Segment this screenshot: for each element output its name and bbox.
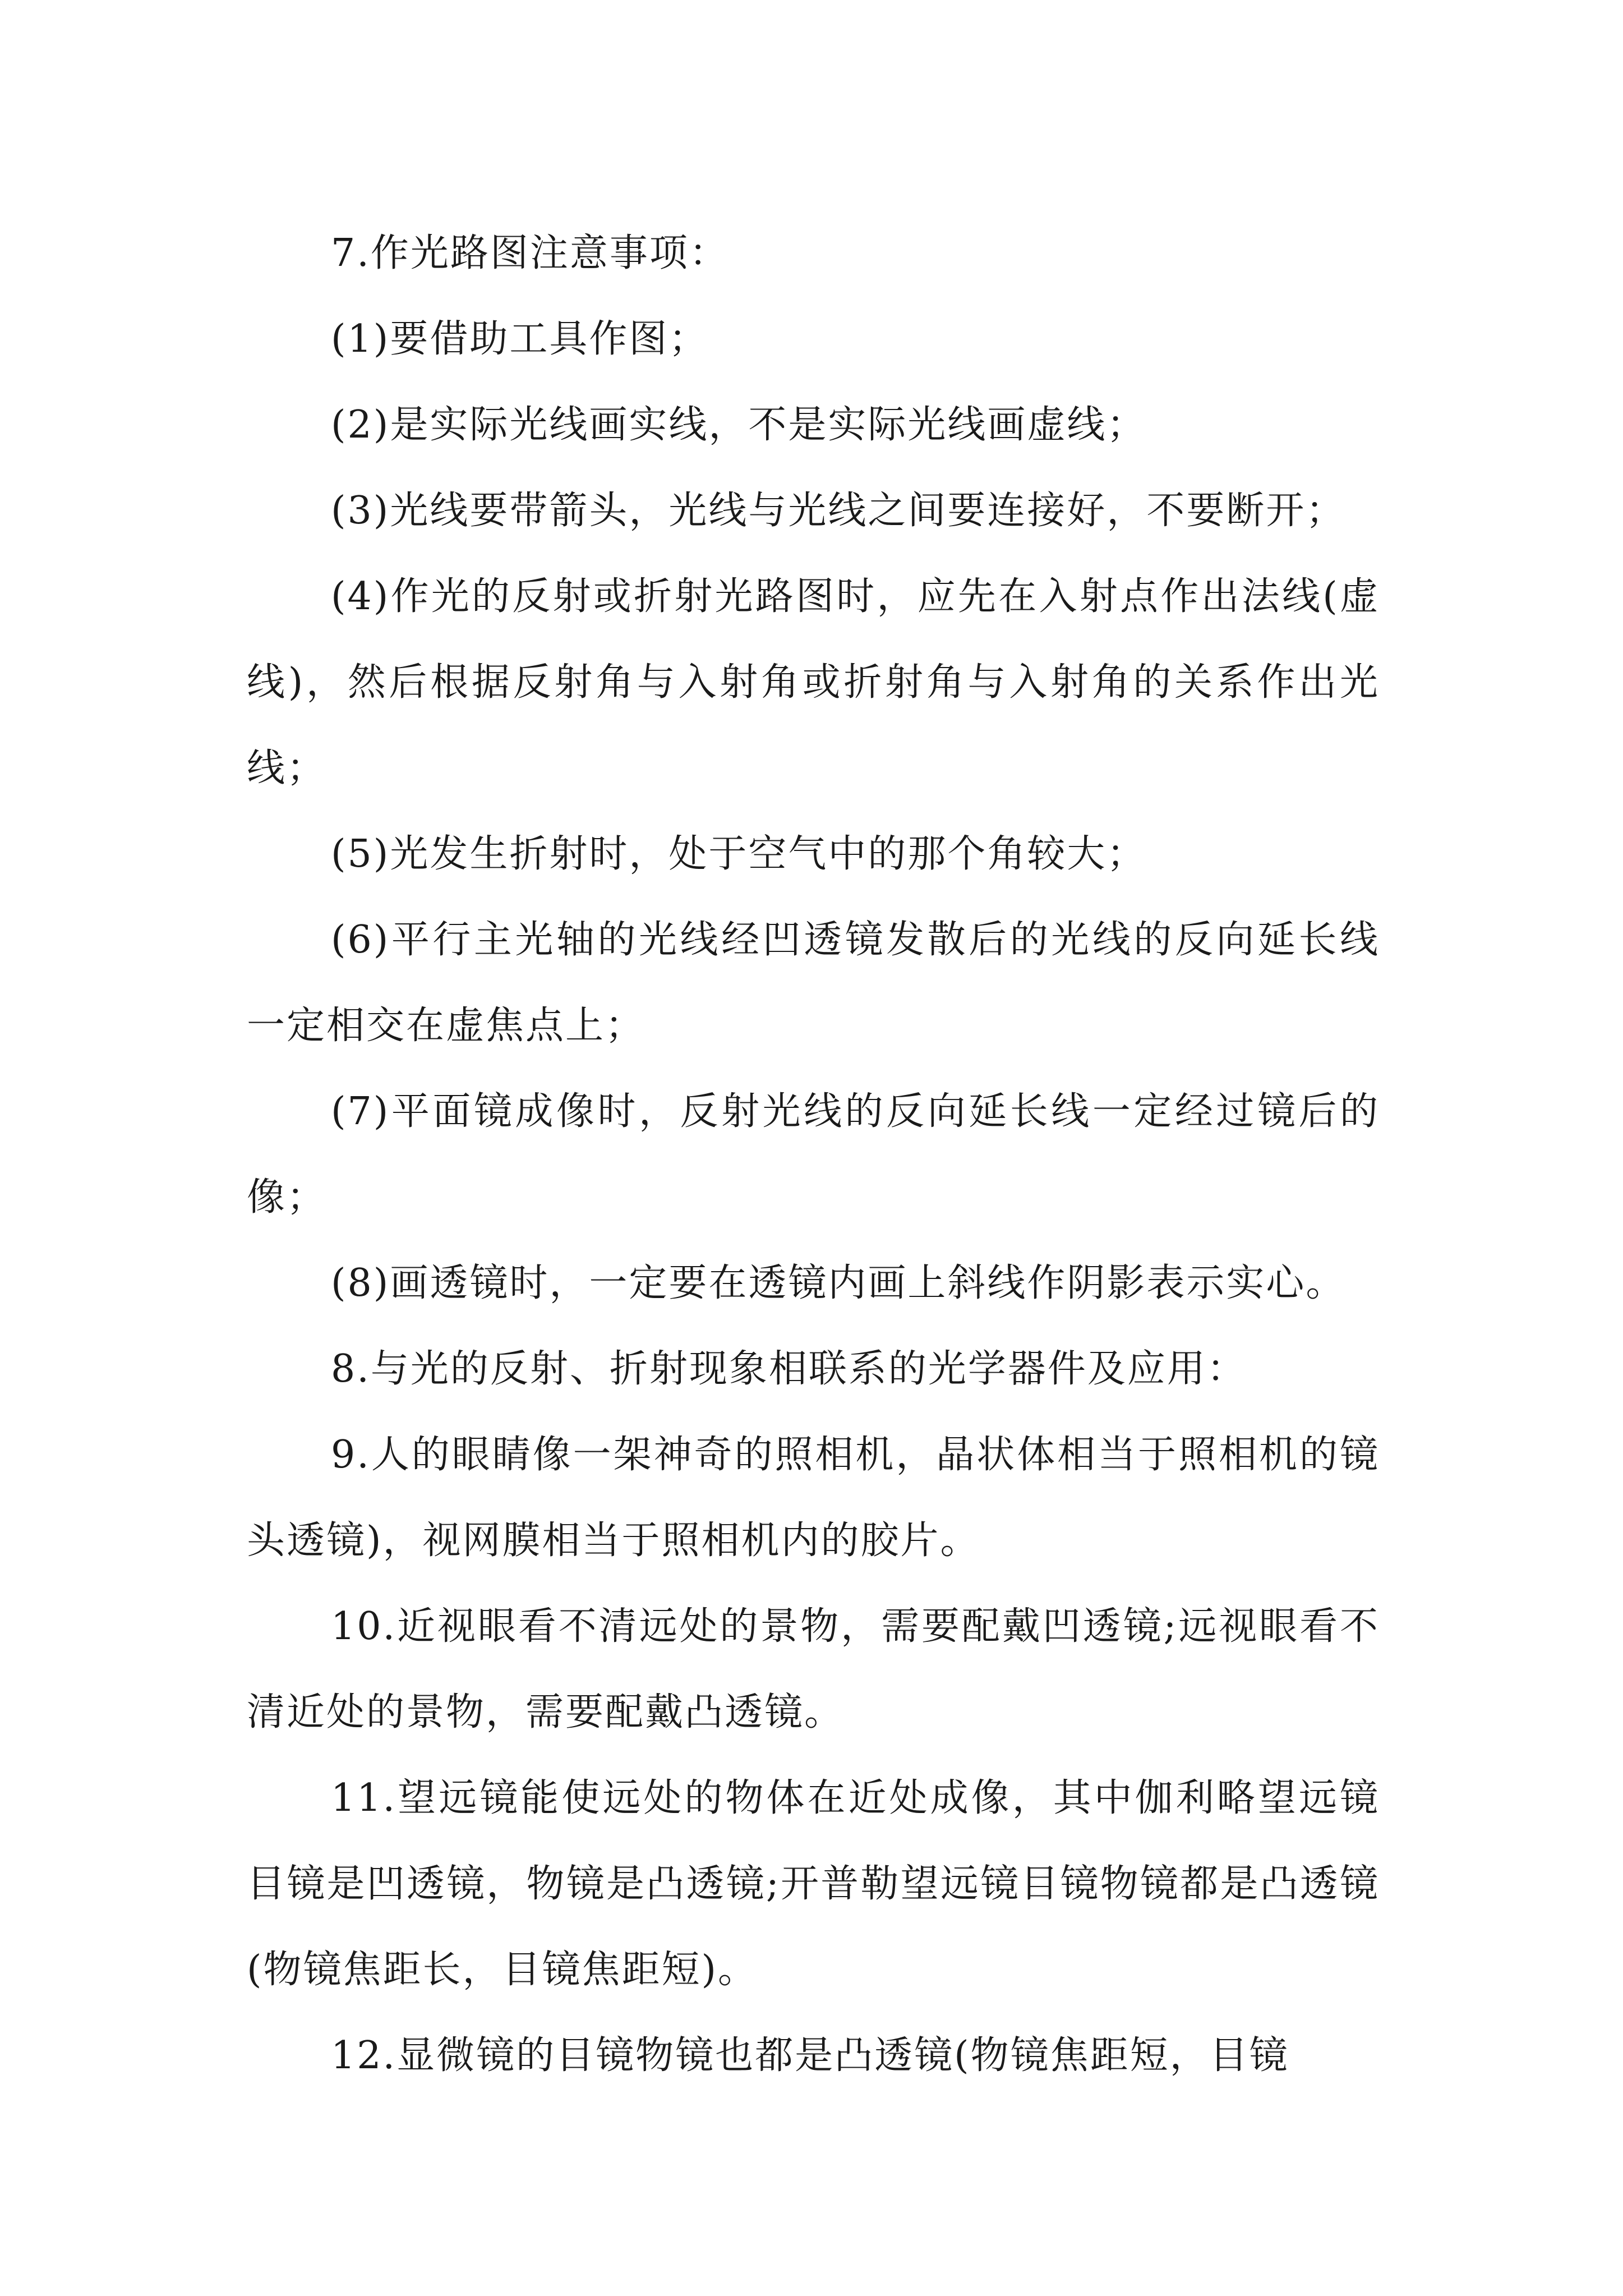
paragraph-subitem-6: (6)平行主光轴的光线经凹透镜发散后的光线的反向延长线一定相交在虚焦点上； [247, 918, 1380, 1048]
paragraph-subitem-1: (1)要借助工具作图； [331, 317, 709, 361]
paragraph-subitem-7: (7)平面镜成像时，反射光线的反向延长线一定经过镜后的像； [247, 1089, 1380, 1220]
document-body [247, 210, 1380, 2099]
paragraph-item-7: 7.作光路图注意事项： [331, 231, 729, 275]
paragraph-item-10: 10.近视眼看不清远处的景物，需要配戴凹透镜;远视眼看不清近处的景物，需要配戴凸透镜。 [247, 1604, 1380, 1734]
paragraph-subitem-3: (3)光线要带箭头，光线与光线之间要连接好，不要断开； [331, 489, 1346, 533]
paragraph-subitem-2: (2)是实际光线画实线，不是实际光线画虚线； [331, 403, 1147, 447]
paragraph-subitem-8: (8)画透镜时，一定要在透镜内画上斜线作阴影表示实心。 [331, 1261, 1346, 1305]
paragraph-item-11: 11.望远镜能使远处的物体在近处成像，其中伽利略望远镜目镜是凹透镜，物镜是凸透镜;开普勒望远镜目镜物镜都是凸透镜(物镜焦距长，目镜焦距短)。 [247, 1776, 1380, 1992]
paragraph-item-9: 9.人的眼睛像一架神奇的照相机，晶状体相当于照相机的镜头透镜)，视网膜相当于照相机内的胶片。 [247, 1433, 1380, 1563]
paragraph-subitem-5: (5)光发生折射时，处于空气中的那个角较大； [331, 832, 1147, 876]
paragraph-item-12: 12.显微镜的目镜物镜也都是凸透镜(物镜焦距短，目镜 [331, 2033, 1289, 2078]
paragraph-item-8: 8.与光的反射、折射现象相联系的光学器件及应用： [331, 1347, 1247, 1391]
paragraph-subitem-4: (4)作光的反射或折射光路图时，应先在入射点作出法线(虚线)，然后根据反射角与入射角或折射角与入射角的关系作出光线； [247, 574, 1380, 790]
